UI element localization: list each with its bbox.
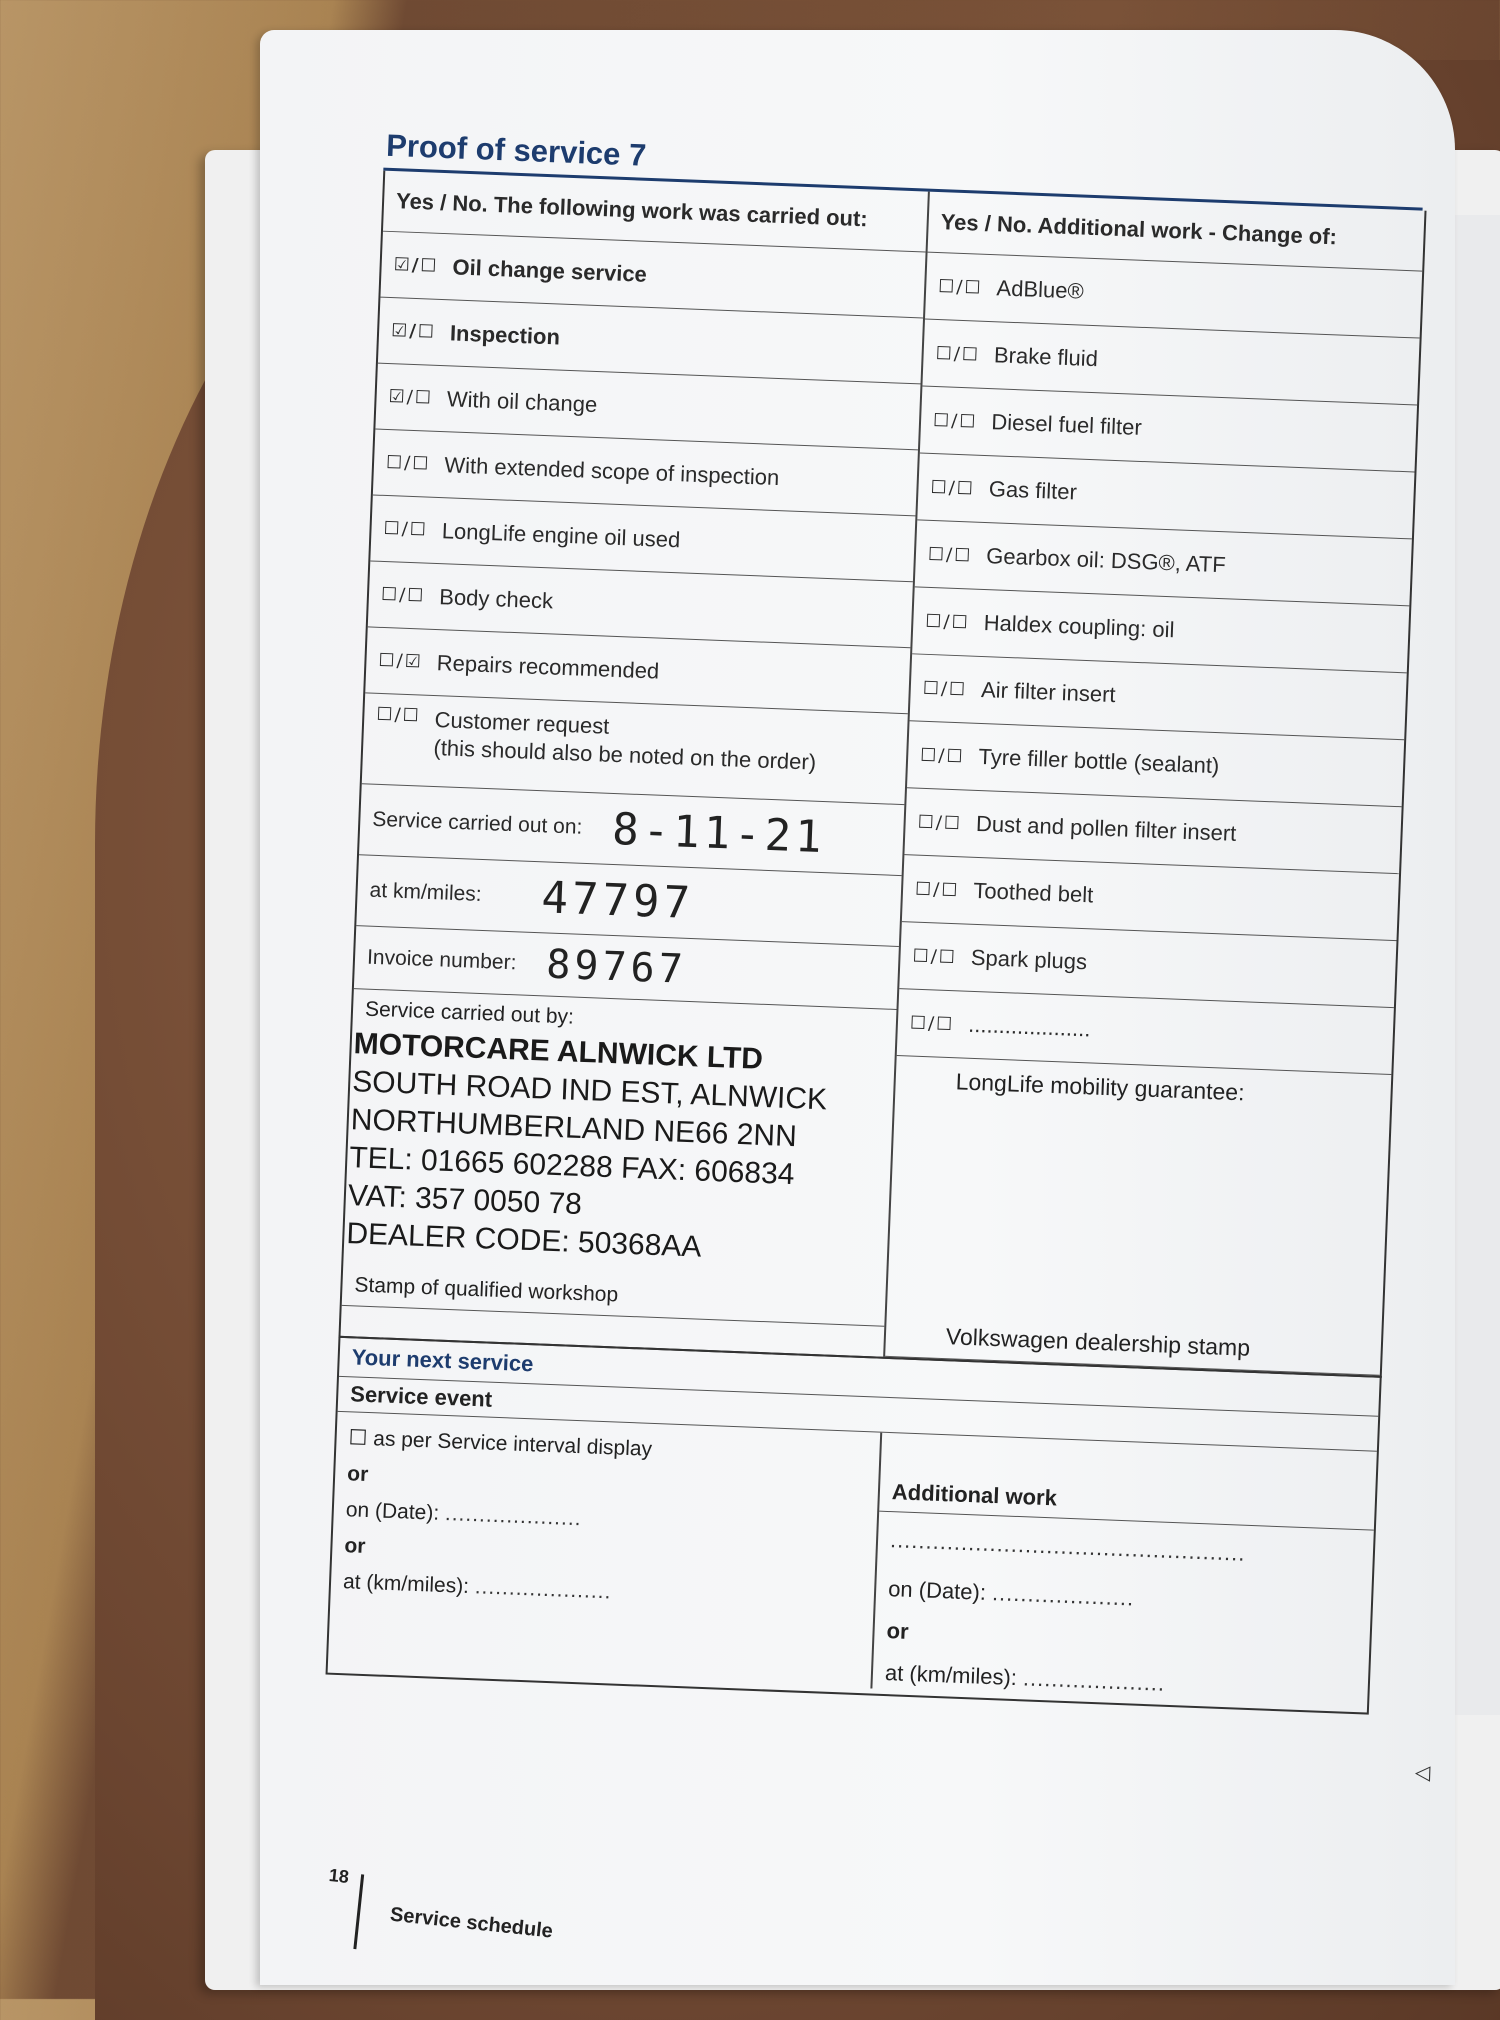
customer-request-label: Customer request xyxy=(434,707,610,739)
page-title: Proof of service 7 xyxy=(385,127,647,173)
additional-dots: .................................................. xyxy=(889,1527,1246,1566)
interval-display-option[interactable]: ☐ as per Service interval display xyxy=(348,1426,653,1461)
left-header: Yes / No. The following work was carried out: xyxy=(383,171,928,253)
dealer-stamp-line: DEALER CODE: 50368AA xyxy=(345,1217,703,1264)
service-event-heading: Service event xyxy=(338,1377,1379,1452)
additional-work xyxy=(872,1433,1377,1713)
dealer-stamp-line: TEL: 01665 602288 FAX: 606834 xyxy=(348,1141,796,1192)
next-km-dots: .................... xyxy=(474,1575,612,1604)
additional-km-dots: .................... xyxy=(1022,1665,1166,1696)
workshop-stamp-label: Stamp of qualified workshop xyxy=(354,1273,619,1307)
dealer-stamp-line: MOTORCARE ALNWICK LTD xyxy=(353,1027,764,1076)
service-table xyxy=(338,171,1426,1378)
left-column xyxy=(341,171,930,1357)
page-number: 18 xyxy=(327,1865,350,1887)
work-item-label: Inspection xyxy=(449,319,561,350)
checkbox-pair[interactable]: ☐/☐ xyxy=(917,811,963,834)
checkbox-pair[interactable]: ☑/☐ xyxy=(388,386,434,409)
section-name: Service schedule xyxy=(388,1903,554,1943)
checkbox-pair[interactable]: ☑/☐ xyxy=(393,254,439,277)
triangle-marker-icon: ◁ xyxy=(1414,1761,1431,1785)
invoice-value: 89767 xyxy=(545,941,688,993)
dealer-stamp xyxy=(346,1025,883,1273)
next-service-heading: Your next service xyxy=(339,1338,1380,1417)
next-date-dots: .................... xyxy=(444,1502,583,1531)
checkbox-pair[interactable]: ☐/☐ xyxy=(383,517,429,541)
checkbox-pair[interactable]: ☐/☐ xyxy=(385,451,431,475)
work-item-label: Oil change service xyxy=(452,253,648,287)
work-item-label: Repairs recommended xyxy=(436,649,660,684)
checkbox-pair[interactable]: ☐/☐ xyxy=(914,878,960,901)
checkbox-pair[interactable]: ☑/☐ xyxy=(390,320,437,343)
customer-request-note: (this should also be noted on the order) xyxy=(433,735,817,775)
dealership-stamp-label: Volkswagen dealership stamp xyxy=(945,1323,1251,1361)
dealer-stamp-line: SOUTH ROAD IND EST, ALNWICK xyxy=(351,1065,828,1117)
next-service-section xyxy=(326,1336,1382,1715)
work-item-label: With extended scope of inspection xyxy=(443,451,780,490)
additional-item-label: Brake fluid xyxy=(993,342,1099,372)
next-date-label: on (Date): xyxy=(345,1498,440,1525)
checkbox-pair[interactable]: ☐/☐ xyxy=(909,1012,955,1035)
additional-item-label: Dust and pollen filter insert xyxy=(975,810,1237,846)
work-item-label: Body check xyxy=(438,583,554,613)
invoice-label: Invoice number: xyxy=(366,945,517,975)
service-date-value: 8-11-21 xyxy=(611,803,827,863)
additional-date-dots: .................... xyxy=(991,1580,1135,1611)
guarantee-label: LongLife mobility guarantee: xyxy=(955,1068,1246,1106)
guarantee-cell xyxy=(885,1056,1391,1376)
next-km-label: at (km/miles): xyxy=(342,1570,470,1598)
checkbox-pair[interactable]: ☐/☐ xyxy=(912,945,958,968)
dealer-stamp-line: NORTHUMBERLAND NE66 2NN xyxy=(350,1103,798,1154)
additional-item-label: Diesel fuel filter xyxy=(990,409,1143,440)
additional-item-label: Air filter insert xyxy=(980,676,1117,708)
right-column xyxy=(885,192,1424,1376)
work-item-label: With oil change xyxy=(446,385,598,417)
or-label: or xyxy=(886,1618,910,1644)
checkbox-pair[interactable]: ☐/☐ xyxy=(927,543,973,567)
checkbox-pair[interactable]: ☐/☐ xyxy=(919,744,965,767)
additional-item-label: .................... xyxy=(967,1011,1091,1042)
additional-item-label: Gearbox oil: DSG®, ATF xyxy=(985,543,1227,578)
checkbox-pair[interactable]: ☐/☐ xyxy=(922,677,968,700)
km-label: at km/miles: xyxy=(369,878,483,906)
checkbox-pair[interactable]: ☐/☐ xyxy=(925,610,971,633)
additional-item-label: Gas filter xyxy=(988,476,1078,505)
service-date-label: Service carried out on: xyxy=(371,807,583,839)
checkbox-pair[interactable]: ☐/☐ xyxy=(935,342,981,366)
additional-item-label: Haldex coupling: oil xyxy=(983,610,1175,643)
additional-item-label: Tyre filler bottle (sealant) xyxy=(978,743,1220,779)
or-label: or xyxy=(344,1534,366,1558)
additional-item-label: Spark plugs xyxy=(970,944,1088,975)
checkbox-pair[interactable]: ☐/☐ xyxy=(930,476,976,500)
work-item-label: LongLife engine oil used xyxy=(441,517,681,552)
checkbox-pair[interactable]: ☐/☑ xyxy=(378,649,424,673)
additional-date-label: on (Date): xyxy=(887,1576,987,1605)
checkbox-pair[interactable]: ☐/☐ xyxy=(937,275,983,299)
additional-item-label: Toothed belt xyxy=(972,877,1094,908)
km-value: 47797 xyxy=(540,871,695,929)
right-header: Yes / No. Additional work - Change of: xyxy=(928,192,1425,272)
service-by-label: Service carried out by: xyxy=(364,997,575,1029)
checkbox-pair[interactable]: ☐/☐ xyxy=(376,703,422,727)
or-label: or xyxy=(346,1462,369,1487)
additional-work-heading: Additional work xyxy=(879,1473,1375,1531)
workshop-stamp-cell xyxy=(342,989,897,1327)
next-service-grid xyxy=(328,1412,1377,1713)
service-record xyxy=(256,125,1430,1715)
checkbox-pair[interactable]: ☐/☐ xyxy=(932,409,978,433)
checkbox-pair[interactable]: ☐/☐ xyxy=(380,583,426,607)
service-event-options xyxy=(328,1412,882,1689)
additional-km-label: at (km/miles): xyxy=(884,1660,1018,1691)
dealer-stamp-line: VAT: 357 0050 78 xyxy=(347,1179,583,1222)
additional-item-label: AdBlue® xyxy=(996,275,1085,304)
